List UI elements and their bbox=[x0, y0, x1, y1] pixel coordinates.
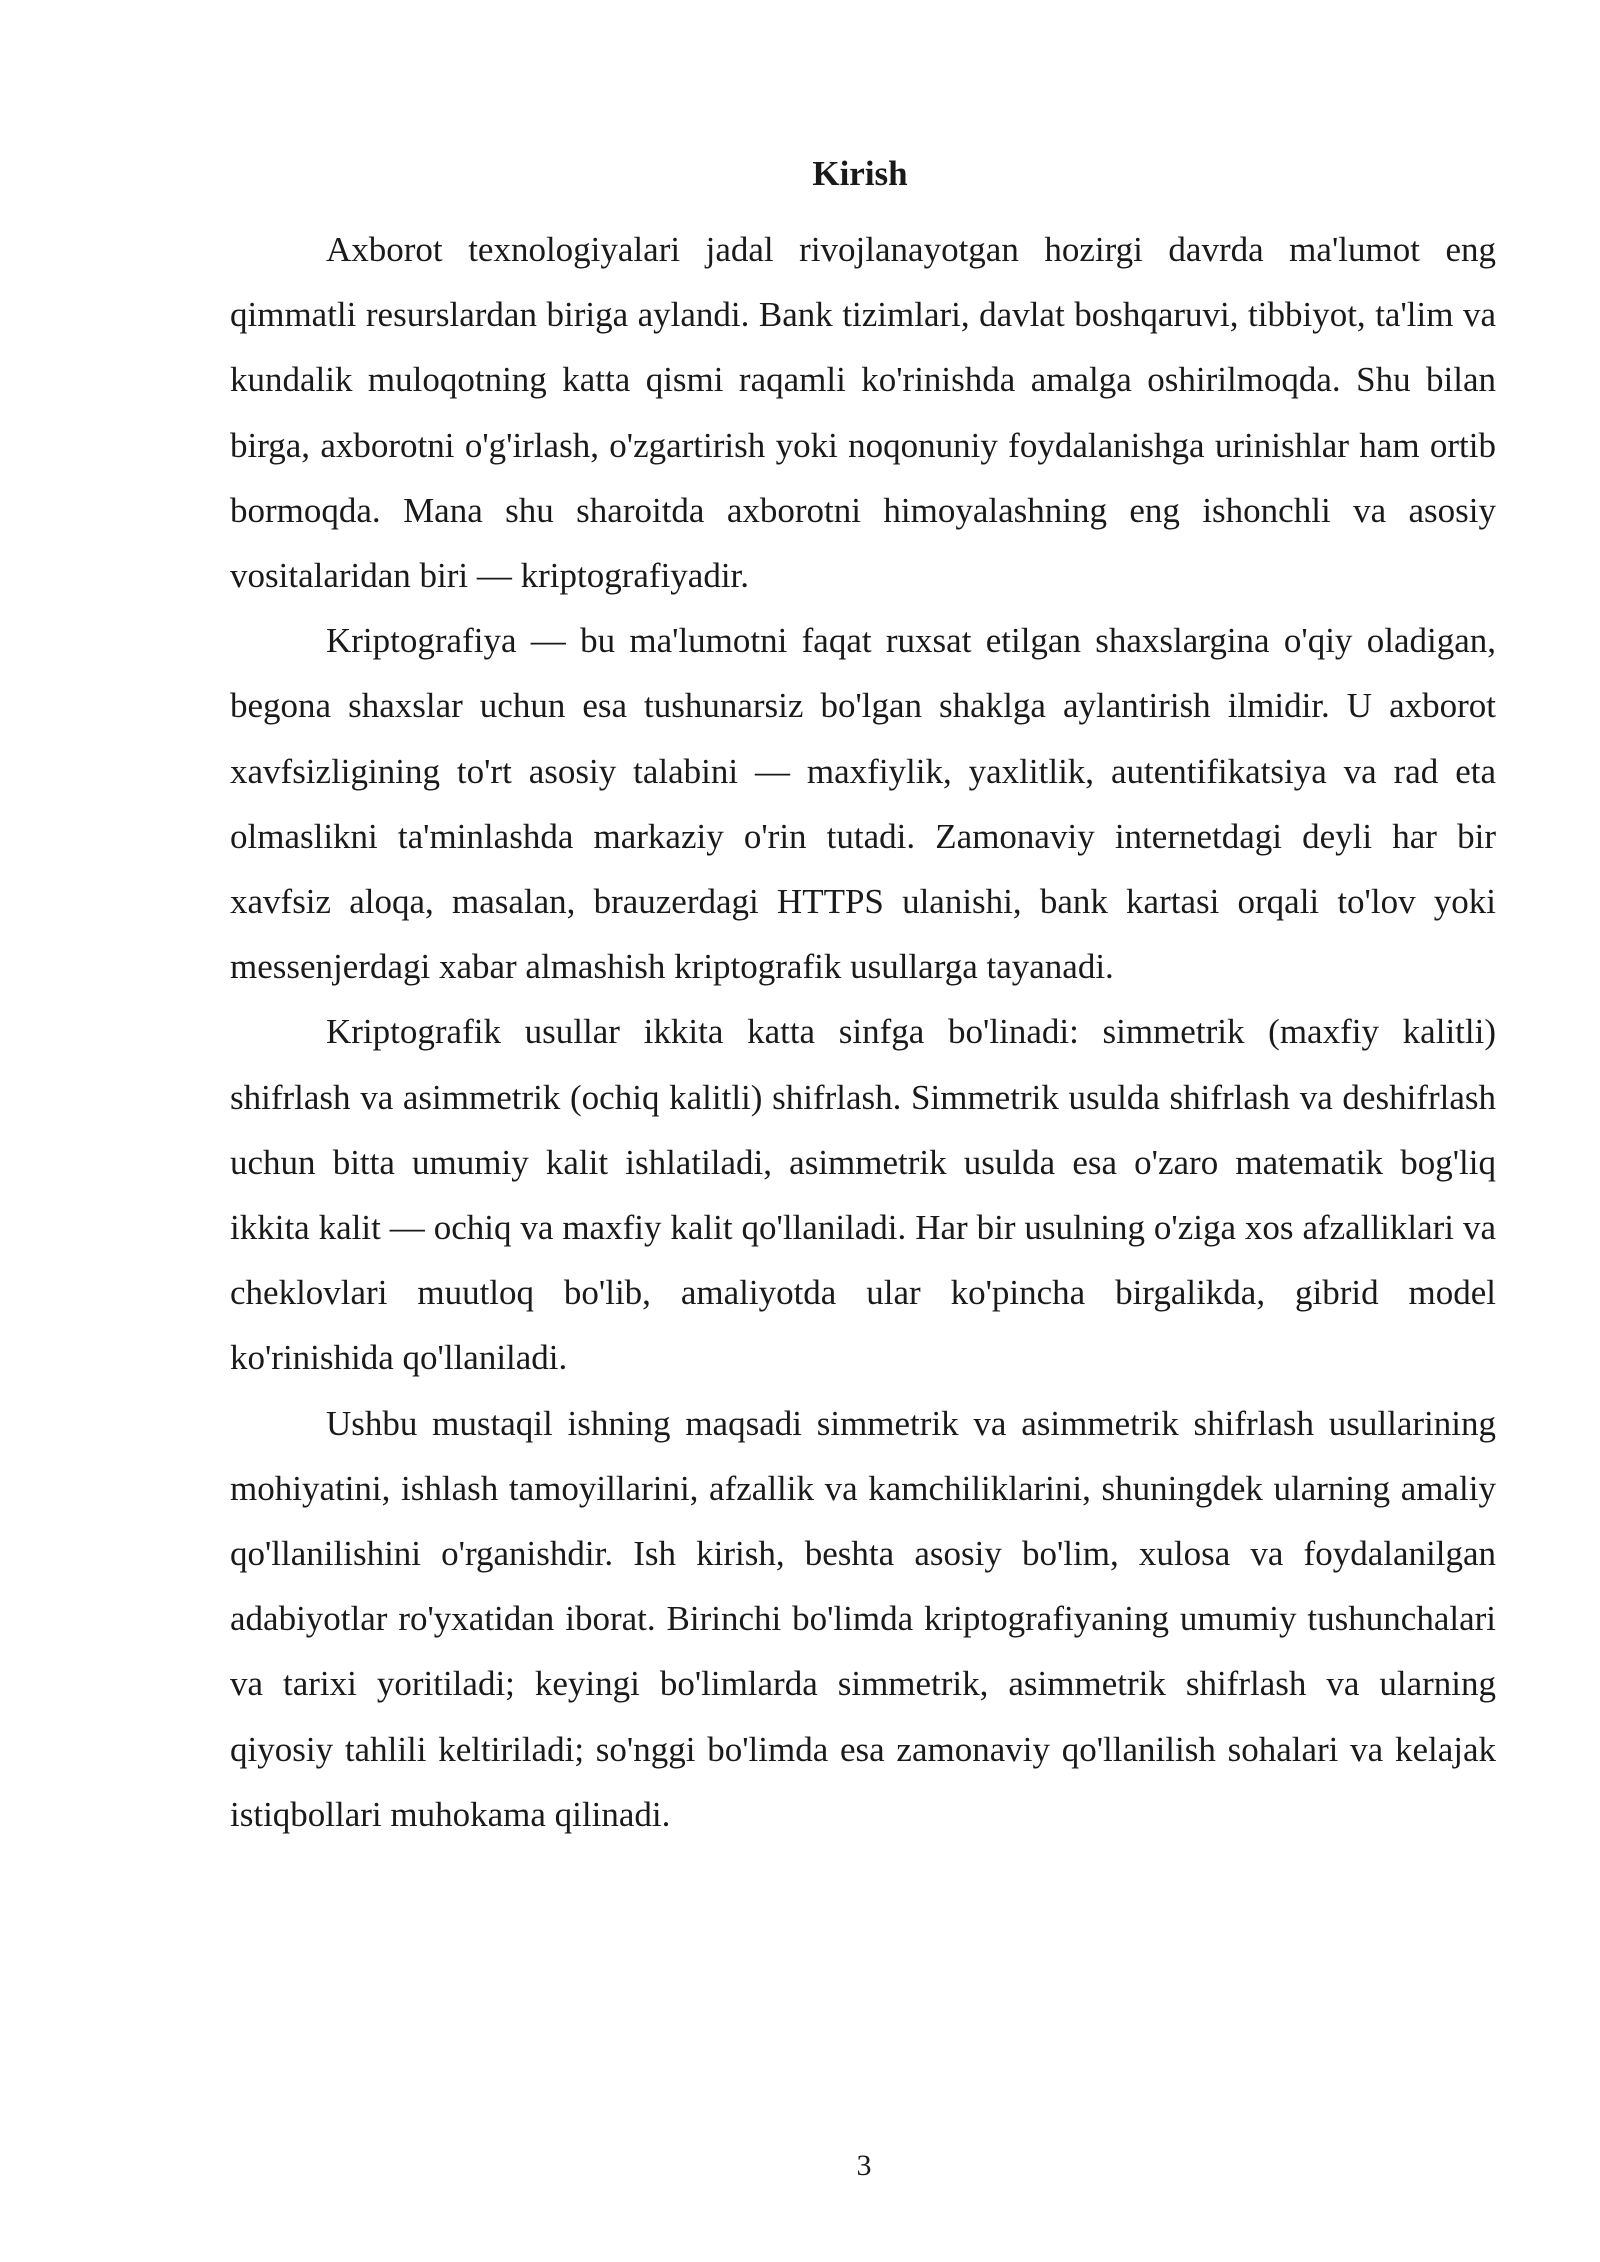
paragraph-4: Ushbu mustaqil ishning maqsadi simmetrik va asimmetrik shifrlash usullarining mohiyatini, ishlash tamoyillarini, afzallik va kamchiliklarini, shuningdek ularning amaliy qo'llanilishini o'rganishdir. Ish kirish, beshta asosiy bo'lim, xulosa va foydalanilgan adabiyotlar ro'yxatidan iborat. Birinchi bo'limda kriptografiyaning umumiy tushunchalari va tarixi yoritiladi; keyingi bo'limlarda simmetrik, asimmetrik shifrlash va ularning qiyosiy tahlili keltiriladi; so'nggi bo'limda esa zamonaviy qo'llanilish sohalari va kelajak istiqbollari muhokama qilinadi. bbox=[230, 1403, 1496, 1834]
paragraph-2: Kriptografiya — bu ma'lumotni faqat ruxsat etilgan shaxslargina o'qiy oladigan, begona shaxslar uchun esa tushunarsiz bo'lgan shaklga aylantirish ilmidir. U axborot xavfsizligining to'rt asosiy talabini — maxfiylik, yaxlitlik, autentifikatsiya va rad eta olmaslikni ta'minlashda markaziy o'rin tutadi. Zamonaviy internetdagi deyli har bir xavfsiz aloqa, masalan, brauzerdagi HTTPS ulanishi, bank kartasi orqali to'lov yoki messenjerdagi xabar almashish kriptografik usullarga tayanadi. bbox=[230, 621, 1496, 987]
paragraph-1: Axborot texnologiyalari jadal rivojlanayotgan hozirgi davrda ma'lumot eng qimmatli resurslardan biriga aylandi. Bank tizimlari, davlat boshqaruvi, tibbiyot, ta'lim va kundalik muloqotning katta qismi raqamli ko'rinishda amalga oshirilmoqda. Shu bilan birga, axborotni o'g'irlash, o'zgartirish yoki noqonuniy foydalanishga urinishlar ham ortib bormoqda. Mana shu sharoitda axborotni himoyalashning eng ishonchli va asosiy vositalaridan biri — kriptografiyadir. bbox=[230, 230, 1496, 596]
section-title: Kirish bbox=[812, 154, 908, 193]
paragraph-3: Kriptografik usullar ikkita katta sinfga bo'linadi: simmetrik (maxfiy kalitli) shifrlash va asimmetrik (ochiq kalitli) shifrlash. Simmetrik usulda shifrlash va deshifrlash uchun bitta umumiy kalit ishlatiladi, asimmetrik usulda esa o'zaro matematik bog'liq ikkita kalit — ochiq va maxfiy kalit qo'llaniladi. Har bir usulning o'ziga xos afzalliklari va cheklovlari muutloq bo'lib, amaliyotda ular ko'pincha birgalikda, gibrid model ko'rinishida qo'llaniladi. bbox=[230, 1012, 1496, 1378]
page-number: 3 bbox=[856, 2149, 872, 2182]
document-body bbox=[230, 217, 1496, 1847]
